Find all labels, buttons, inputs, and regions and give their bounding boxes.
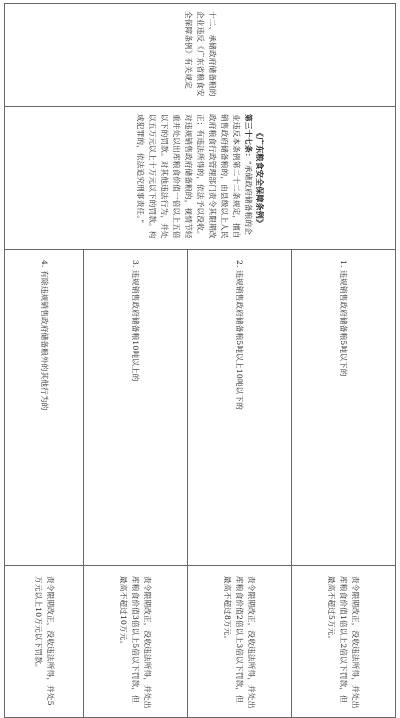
violation-category-cell <box>5 4 396 107</box>
situation-cell: 1. 违规销售政府储备粮5吨以下的 <box>291 250 395 566</box>
situation-cell: 4. 有除违规销售政府储备粮外的其他行为的 <box>5 250 84 566</box>
penalty-table <box>4 3 396 718</box>
situation-cell: 3. 违规销售政府储备粮10吨以上的 <box>83 250 187 566</box>
penalty-cell: 责令限期改正，没收违法所得，并处出库粮食价值2倍以上3倍以下罚款，但最高不超过8万元。 <box>187 566 291 718</box>
article-text: “承储政府储备粮的企业违反本条例第二十二条规定，擅自销售政府储备粮的，由县级以上人民政府粮食行政管理部门责令其限期改正；有违法所得的，依法予以没收。对违规销售政府储备粮的，视情节轻重并处以出库粮食价值一倍以上五倍以下的罚款。对其他违法行为，并处以五万元以上十万元以下的罚款。构成犯罪的，依法追究刑事责任。” <box>136 114 253 239</box>
penalty-cell: 责令限期改正，没收违法所得，并处5万元以上10万元以下罚款。 <box>5 566 84 718</box>
penalty-cell: 责令限期改正，没收违法所得，并处出库粮食价值3倍以上5倍以下罚款，但最高不超过10万元。 <box>83 566 187 718</box>
situation-cell: 2. 违规销售政府储备粮5吨以上10吨以下的 <box>187 250 291 566</box>
article-paragraph <box>134 114 254 242</box>
violation-category-text: 十二、承储政府储备粮的企业违反《广东省粮食安全保障条例》有关规定 <box>184 11 217 97</box>
legal-basis-cell <box>5 107 396 250</box>
penalty-cell: 责令限期改正，没收违法所得，并处出库粮食价值1倍以上2倍以下罚款，但最高不超过5万元。 <box>291 566 395 718</box>
law-title: 《广东粮食安全保障条例》 <box>255 128 265 228</box>
table-row <box>291 4 395 718</box>
article-label: 第三十七条： <box>244 114 253 161</box>
